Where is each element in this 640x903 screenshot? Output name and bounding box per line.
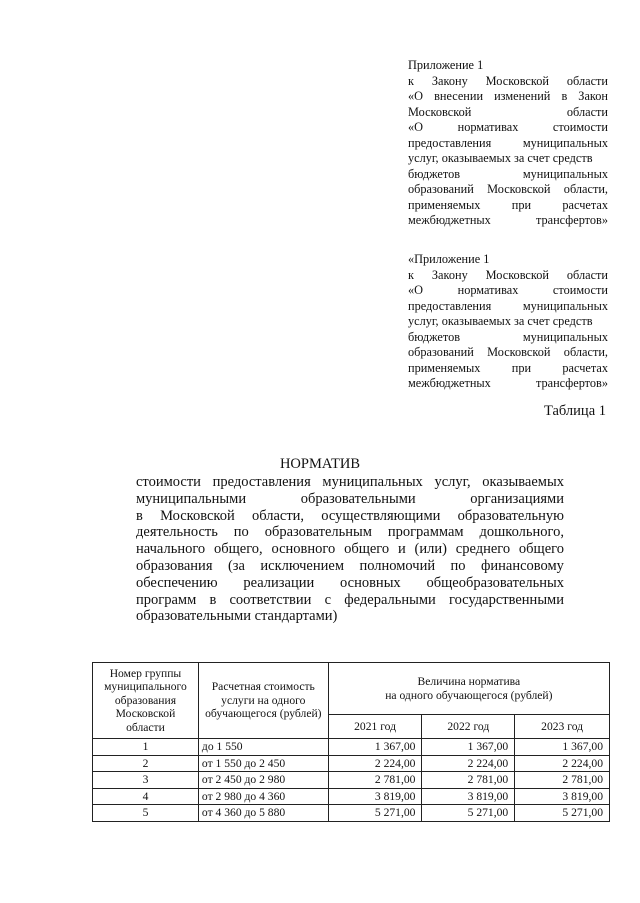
header-group-number: Номер группы муниципального образования Московской области <box>93 663 199 739</box>
header-year-2023: 2023 год <box>515 715 610 739</box>
annex-header-original-law <box>408 252 608 392</box>
annex2-line: услуг, оказываемых за счет средств <box>408 314 593 328</box>
cell-group: 4 <box>93 788 199 805</box>
subtitle-line: деятельность по образовательным программам дошкольного, <box>136 524 564 541</box>
cell-group: 2 <box>93 755 199 772</box>
annex1-line: применяемых при расчетах <box>408 197 608 212</box>
annex1-line: к Закону Московской области <box>408 73 608 88</box>
cell-2021: 5 271,00 <box>328 805 422 822</box>
annex1-line: услуг, оказываемых за счет средств <box>408 151 593 165</box>
annex2-line: предоставления муниципальных <box>408 298 608 313</box>
annex1-line: бюджетов муниципальных <box>408 166 608 181</box>
table-row <box>93 805 610 822</box>
annex1-line: «О нормативах стоимости <box>408 120 608 134</box>
cell-2023: 3 819,00 <box>515 788 610 805</box>
table-row <box>93 788 610 805</box>
cell-2022: 5 271,00 <box>422 805 515 822</box>
annex2-line: к Закону Московской области <box>408 267 608 282</box>
cell-cost-range: от 2 980 до 4 360 <box>198 788 328 805</box>
annex1-line: образований Московской области, <box>408 182 608 196</box>
document-subtitle <box>136 474 564 625</box>
document-title: НОРМАТИВ <box>279 456 361 472</box>
cell-group: 5 <box>93 805 199 822</box>
subtitle-line: обеспечению реализации основных общеобразовательных <box>136 574 564 591</box>
header-normative-value <box>328 663 609 715</box>
cell-group: 3 <box>93 772 199 789</box>
cell-2021: 3 819,00 <box>328 788 422 805</box>
normative-table <box>92 662 610 822</box>
cell-group: 1 <box>93 739 199 756</box>
cell-2021: 2 781,00 <box>328 772 422 789</box>
table-row <box>93 739 610 756</box>
subtitle-line: образования (за исключением полномочий по финансовому <box>136 557 564 574</box>
cell-cost-range: от 1 550 до 2 450 <box>198 755 328 772</box>
subtitle-line: программ в соответствии с федеральными государственными <box>136 591 564 608</box>
annex2-line: применяемых при расчетах <box>408 360 608 375</box>
table-label: Таблица 1 <box>543 403 606 419</box>
annex2-line: межбюджетных трансфертов» <box>408 376 608 390</box>
annex-header-amending-law <box>408 58 608 229</box>
cell-2023: 2 224,00 <box>515 755 610 772</box>
cell-cost-range: от 4 360 до 5 880 <box>198 805 328 822</box>
header-year-2022: 2022 год <box>422 715 515 739</box>
annex1-line: предоставления муниципальных <box>408 135 608 150</box>
header-normative-line1: Величина норматива <box>417 675 521 688</box>
cell-2023: 5 271,00 <box>515 805 610 822</box>
cell-cost-range: до 1 550 <box>198 739 328 756</box>
annex1-line: Московской области <box>408 104 608 119</box>
cell-2023: 2 781,00 <box>515 772 610 789</box>
annex2-line: «О нормативах стоимости <box>408 283 608 297</box>
subtitle-line: начального общего, основного общего и (или) среднего общего <box>136 541 564 558</box>
annex2-line: «Приложение 1 <box>408 252 490 266</box>
cell-2021: 2 224,00 <box>328 755 422 772</box>
subtitle-line: в Московской области, осуществляющими образовательную <box>136 507 564 524</box>
cell-2022: 2 224,00 <box>422 755 515 772</box>
subtitle-line: муниципальными образовательными организациями <box>136 490 564 507</box>
header-year-2021: 2021 год <box>328 715 422 739</box>
cell-2022: 1 367,00 <box>422 739 515 756</box>
annex2-line: бюджетов муниципальных <box>408 329 608 344</box>
subtitle-line: образовательными стандартами) <box>136 608 338 625</box>
table-row <box>93 772 610 789</box>
header-calculated-cost: Расчетная стоимость услуги на одного обучающегося (рублей) <box>198 663 328 739</box>
table-row <box>93 755 610 772</box>
annex1-line: Приложение 1 <box>408 58 484 72</box>
header-normative-line2: на одного обучающегося (рублей) <box>385 688 553 702</box>
annex1-line: межбюджетных трансфертов» <box>408 213 608 227</box>
cell-2022: 3 819,00 <box>422 788 515 805</box>
cell-2022: 2 781,00 <box>422 772 515 789</box>
annex2-line: образований Московской области, <box>408 345 608 359</box>
cell-cost-range: от 2 450 до 2 980 <box>198 772 328 789</box>
cell-2021: 1 367,00 <box>328 739 422 756</box>
cell-2023: 1 367,00 <box>515 739 610 756</box>
subtitle-line: стоимости предоставления муниципальных услуг, оказываемых <box>136 474 564 490</box>
annex1-line: «О внесении изменений в Закон <box>408 89 608 103</box>
